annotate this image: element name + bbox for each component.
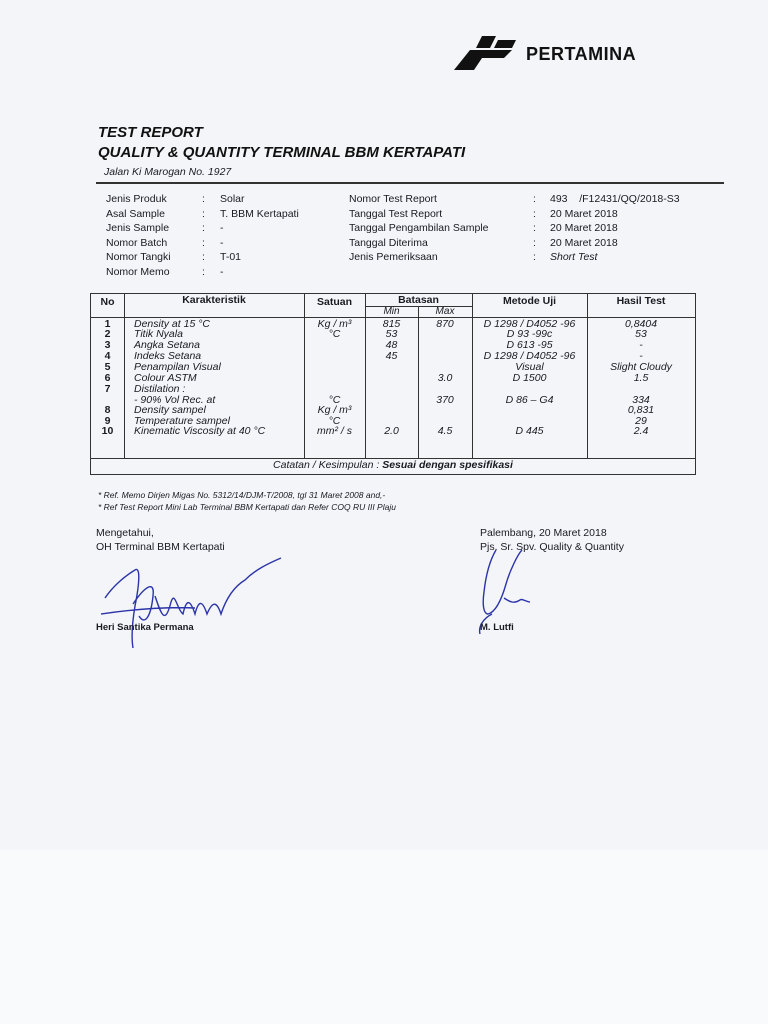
- cell-hasil: Slight Cloudy: [610, 361, 672, 373]
- cell-satuan: Kg / m³: [317, 318, 352, 330]
- cell-metode: Visual: [515, 361, 544, 373]
- cell-hasil: -: [639, 350, 643, 362]
- signature-left-icon: [95, 556, 295, 656]
- info-label: Nomor Tangki: [106, 251, 171, 263]
- info-value: Solar: [220, 193, 245, 205]
- sig-right-name: M. Lutfi: [480, 622, 514, 633]
- cell-metode: D 613 -95: [506, 339, 553, 351]
- info-label: Nomor Memo: [106, 265, 170, 278]
- cell-hasil: 0,8404: [624, 318, 658, 330]
- sig-right-line1: Palembang, 20 Maret 2018: [480, 527, 607, 539]
- cell-karakteristik: Temperature sampel: [134, 415, 230, 427]
- info-colon: :: [202, 193, 205, 205]
- info-value: -: [220, 236, 224, 249]
- cell-karakteristik: Colour ASTM: [134, 372, 197, 384]
- header-metode: Metode Uji: [502, 295, 557, 307]
- header-divider: [96, 182, 724, 184]
- info-colon: :: [533, 207, 536, 220]
- header-no: No: [100, 296, 115, 308]
- info-value: 493 /F12431/QQ/2018-S3: [550, 193, 680, 205]
- reference-note: * Ref Test Report Mini Lab Terminal BBM Kertapati dan Refer COQ RU III Plaju: [98, 502, 396, 512]
- sig-left-name: Heri Santika Permana: [96, 622, 194, 633]
- cell-hasil: 1.5: [633, 372, 649, 384]
- cell-metode: D 1500: [512, 372, 547, 384]
- cell-min: 53: [385, 328, 398, 340]
- info-colon: :: [533, 193, 536, 205]
- logo-text: PERTAMINA: [526, 44, 637, 64]
- info-label: Asal Sample: [106, 207, 165, 220]
- cell-no: 3: [104, 339, 111, 351]
- cell-metode: D 93 -99c: [506, 328, 553, 340]
- report-title: TEST REPORT: [98, 124, 203, 141]
- info-value: 20 Maret 2018: [550, 222, 618, 234]
- cell-satuan: mm² / s: [317, 425, 352, 437]
- cell-karakteristik: Density sampel: [134, 404, 206, 416]
- info-value: 20 Maret 2018: [550, 236, 618, 249]
- info-colon: :: [533, 236, 536, 249]
- info-label: Nomor Test Report: [349, 193, 437, 205]
- cell-metode: D 1298 / D4052 -96: [483, 350, 576, 362]
- pertamina-logo: [452, 34, 672, 72]
- cell-satuan: Kg / m³: [317, 404, 352, 416]
- info-value: T. BBM Kertapati: [220, 207, 299, 220]
- cell-min: 815: [382, 318, 401, 330]
- cell-max: 3.0: [437, 372, 453, 384]
- cell-hasil: 334: [632, 394, 650, 406]
- cell-metode: D 445: [515, 425, 544, 437]
- cell-karakteristik: Indeks Setana: [134, 350, 202, 362]
- cell-hasil: -: [639, 339, 643, 351]
- cell-hasil: 0,831: [627, 404, 655, 416]
- header-satuan: Satuan: [316, 296, 352, 308]
- info-label: Jenis Sample: [106, 222, 170, 234]
- info-colon: :: [533, 222, 536, 234]
- cell-karakteristik: Titik Nyala: [134, 328, 183, 340]
- cell-satuan: °C: [328, 394, 341, 406]
- cell-max: 4.5: [437, 425, 453, 437]
- cell-metode: D 1298 / D4052 -96: [483, 318, 576, 330]
- cell-karakteristik: Kinematic Viscosity at 40 °C: [134, 425, 266, 437]
- cell-no: 9: [104, 415, 111, 427]
- cell-no: 4: [104, 350, 111, 362]
- info-colon: :: [202, 265, 205, 278]
- info-value: -: [220, 265, 224, 278]
- cell-karakteristik: - 90% Vol Rec. at: [134, 394, 216, 406]
- header-min: Min: [383, 306, 400, 317]
- cell-no: 6: [104, 372, 111, 384]
- reference-note: * Ref. Memo Dirjen Migas No. 5312/14/DJM-T/2008, tgl 31 Maret 2008 and,-: [98, 490, 386, 500]
- cell-no: 1: [104, 318, 111, 330]
- cell-hasil: 29: [635, 415, 647, 427]
- info-value: 20 Maret 2018: [550, 207, 618, 220]
- header-max: Max: [435, 306, 455, 317]
- cell-no: 5: [104, 361, 111, 373]
- cell-satuan: °C: [328, 415, 341, 427]
- address: Jalan Ki Marogan No. 1927: [104, 166, 232, 178]
- conclusion: [91, 459, 695, 471]
- cell-min: 2.0: [384, 425, 399, 437]
- cell-hasil: 2.4: [633, 425, 649, 437]
- cell-min: 45: [385, 350, 398, 362]
- info-value: -: [220, 222, 224, 234]
- info-colon: :: [202, 222, 205, 234]
- cell-no: 10: [101, 425, 114, 437]
- page-bottom-margin: [0, 850, 768, 1024]
- cell-min: 48: [385, 339, 398, 351]
- info-colon: :: [202, 207, 205, 220]
- header-batasan: Batasan: [398, 294, 439, 306]
- info-label: Tanggal Diterima: [349, 236, 428, 249]
- info-colon: :: [202, 251, 205, 263]
- sig-left-line2: OH Terminal BBM Kertapati: [96, 541, 225, 553]
- cell-karakteristik: Distilation :: [134, 383, 186, 395]
- cell-no: 2: [104, 328, 111, 340]
- pertamina-logo-icon: [452, 34, 522, 72]
- info-label: Nomor Batch: [106, 236, 168, 249]
- info-colon: :: [533, 251, 536, 263]
- header-hasil: Hasil Test: [616, 295, 666, 307]
- info-label: Jenis Pemeriksaan: [349, 251, 438, 263]
- info-value: Short Test: [550, 251, 598, 263]
- info-value: T-01: [220, 251, 242, 263]
- cell-karakteristik: Density at 15 °C: [134, 318, 210, 330]
- cell-no: 8: [104, 404, 111, 416]
- cell-karakteristik: Penampilan Visual: [134, 361, 221, 373]
- cell-no: 7: [104, 383, 111, 395]
- report-subtitle: QUALITY & QUANTITY TERMINAL BBM KERTAPATI: [98, 144, 466, 161]
- info-label: Tanggal Pengambilan Sample: [349, 222, 489, 234]
- info-label: Tanggal Test Report: [349, 207, 443, 220]
- cell-max: 870: [436, 318, 454, 330]
- info-colon: :: [202, 236, 205, 249]
- test-results-table: [90, 293, 696, 475]
- cell-karakteristik: Angka Setana: [134, 339, 200, 351]
- cell-hasil: 53: [635, 328, 647, 340]
- cell-max: 370: [436, 394, 454, 406]
- conclusion-label: Catatan / Kesimpulan :: [273, 459, 380, 471]
- cell-metode: D 86 – G4: [505, 394, 554, 406]
- conclusion-value: Sesuai dengan spesifikasi: [382, 459, 513, 471]
- cell-satuan: °C: [328, 328, 341, 340]
- info-label: Jenis Produk: [106, 193, 167, 205]
- sig-left-line1: Mengetahui,: [96, 527, 154, 539]
- sig-right-line2: Pjs. Sr. Spv. Quality & Quantity: [480, 541, 624, 553]
- header-karakteristik: Karakteristik: [182, 294, 246, 306]
